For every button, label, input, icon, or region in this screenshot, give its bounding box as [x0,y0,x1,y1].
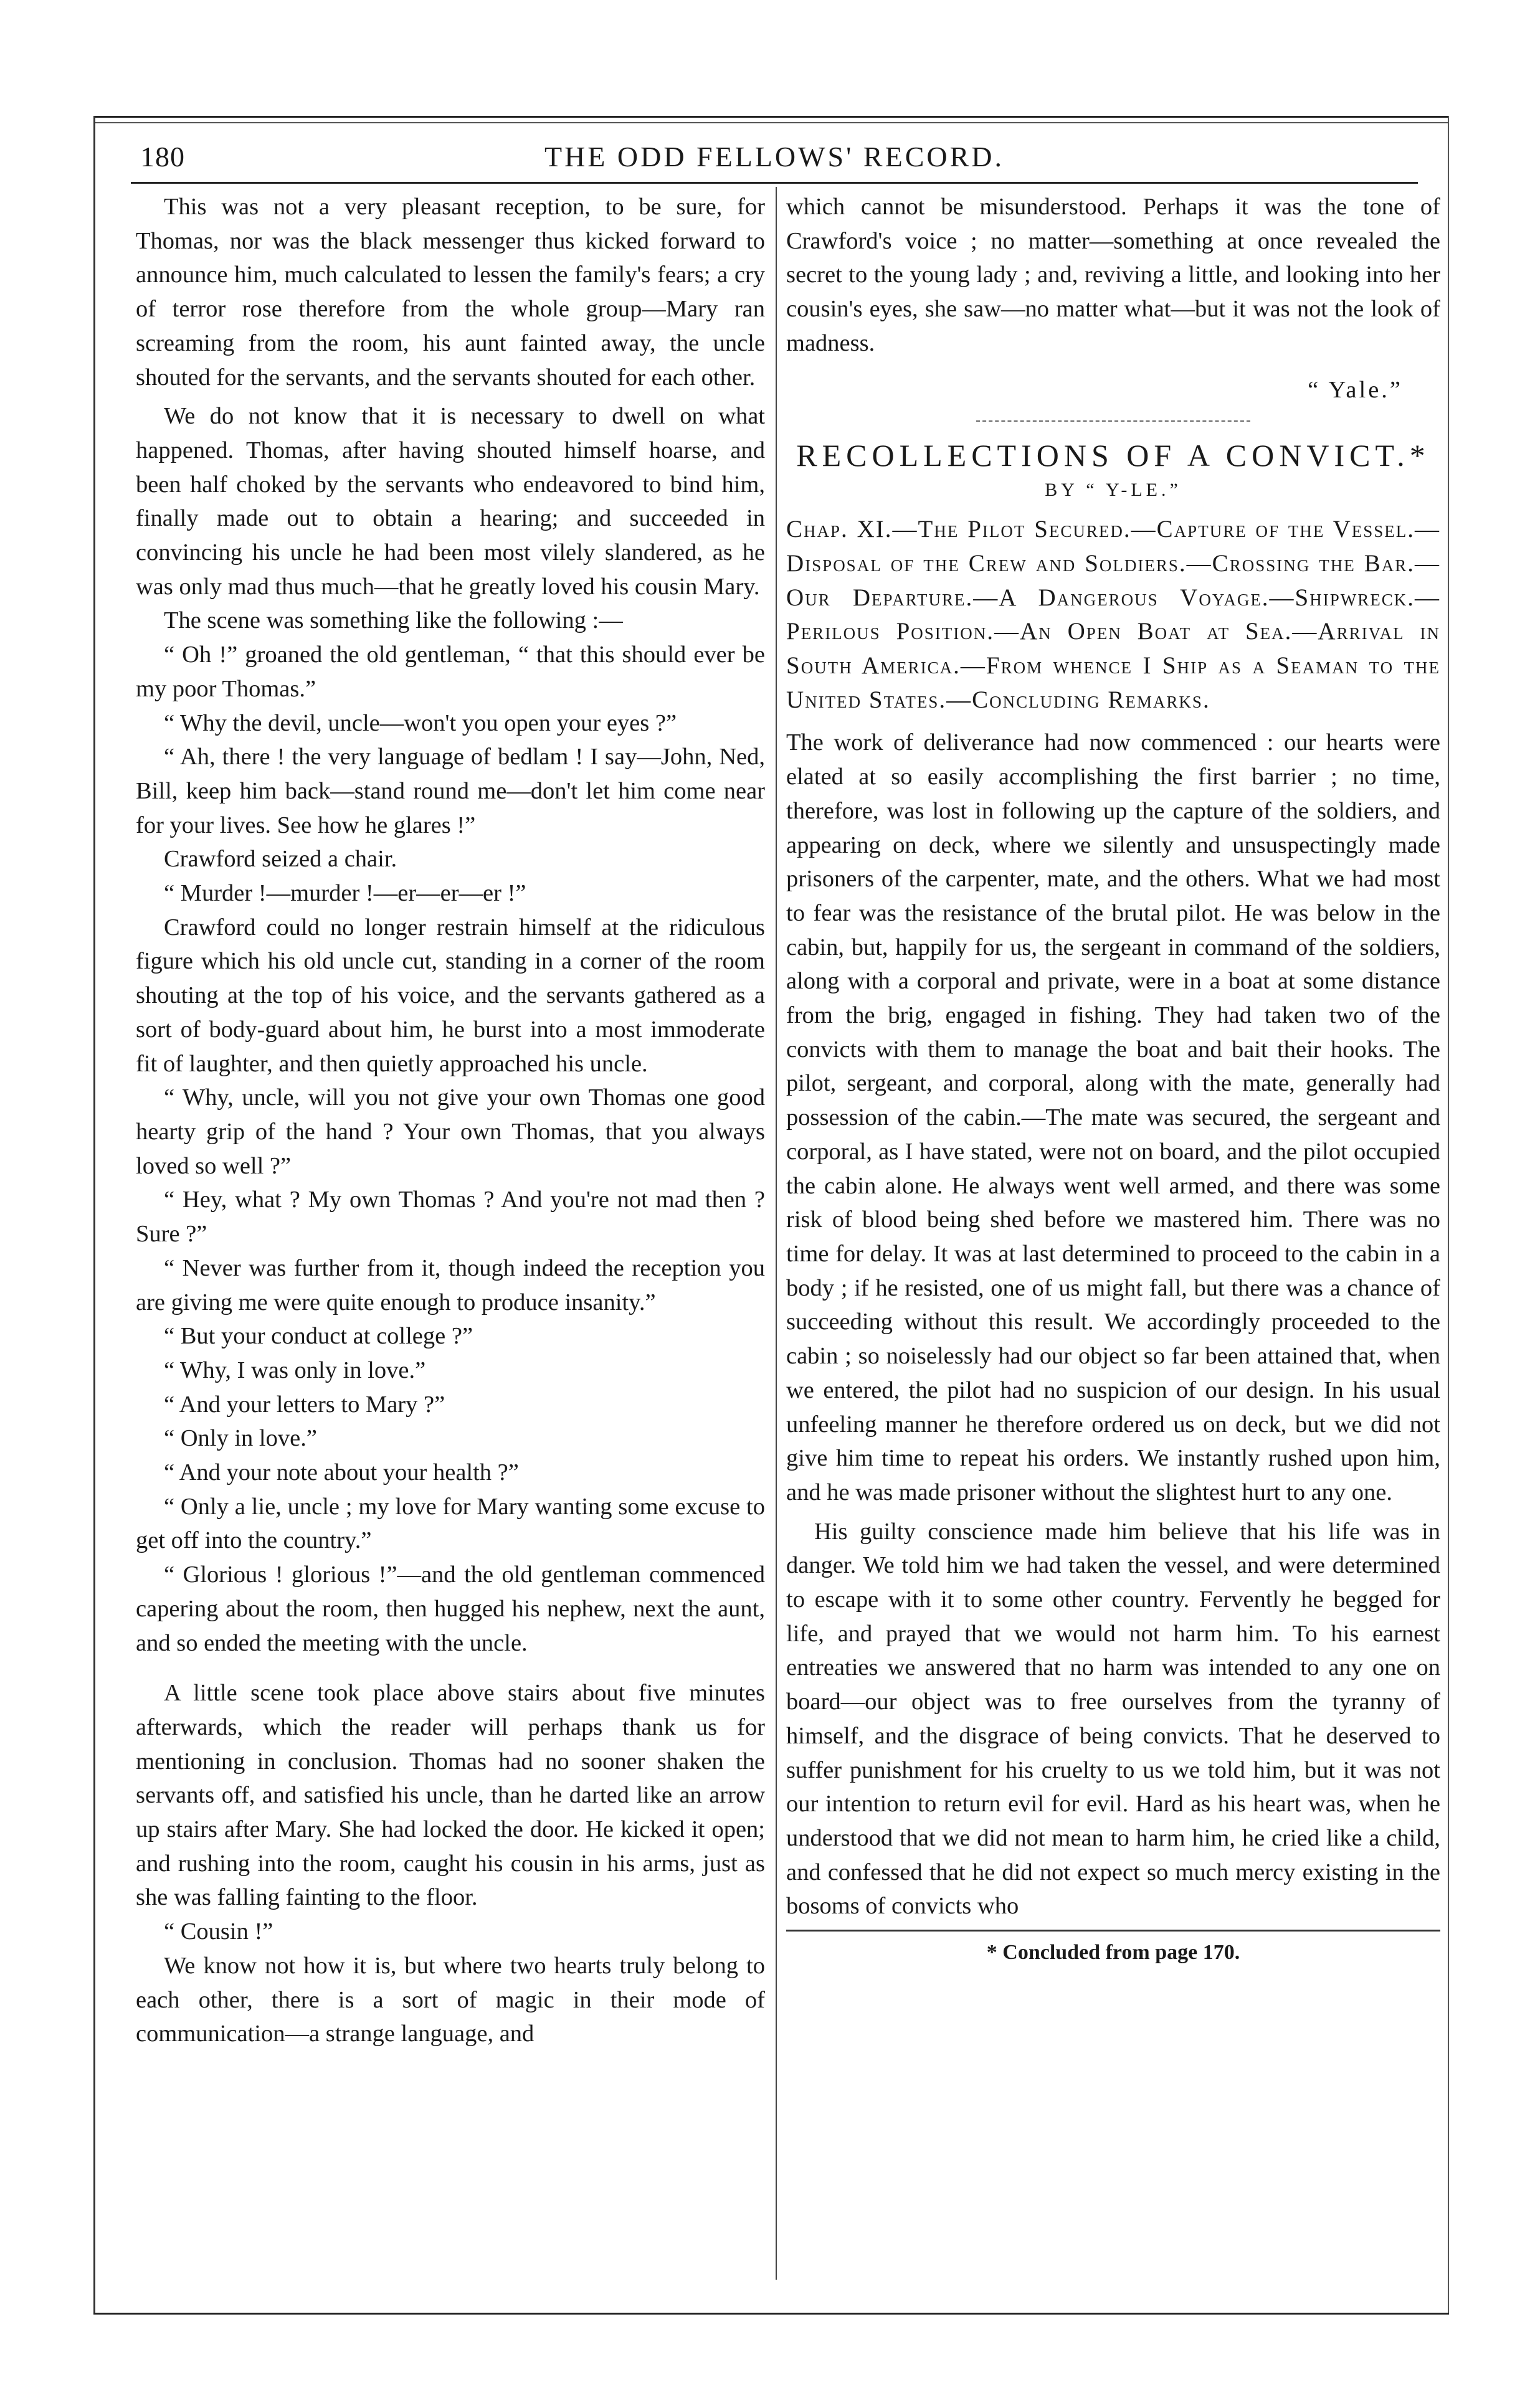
dialogue-line: “ Why the devil, uncle—won't you open your eyes ?” [164,709,677,736]
paragraph: His guilty conscience made him believe that his life was in danger. We told him we had taken the vessel, and were determined to escape with it to some other country. Fervently he begged for life, and prayed that we would not harm him. To his earnest entreaties we answered that no harm was intended to any one on board—our object was to free ourselves from the tyranny of himself, and the disgrace of being convicts. That he deserved to suffer punishment for his cruelty to us we told him, but it was not our intention to return evil for evil. Hard as his heart was, when he understood that we did not mean to harm him, he cried like a child, and confessed that he did not expect so much mercy existing in the bosoms of convicts who [786,1518,1440,1920]
dialogue-line: “ Hey, what ? My own Thomas ? And you're not mad then ? Sure ?” [136,1187,765,1248]
page-border-top-inner [93,122,1449,123]
footnote-rule [786,1930,1440,1932]
dialogue-line: “ Cousin !” [164,1918,273,1945]
chapter-summary: Chap. XI.—The Pilot Secured.—Capture of the Vessel.—Disposal of the Crew and Soldiers.—Crossing the Bar.—Our Departure.—A Dangerous Voyage.—Shipwreck.—Perilous Position.—An Open Boat at Sea.—Arrival in South America.—From whence I Ship as a Seaman to the United States.—Concluding Remarks. [786,516,1440,713]
article-title: RECOLLECTIONS OF A CONVICT.* [796,438,1430,473]
dialogue-line: “ And your letters to Mary ?” [164,1391,445,1418]
page-border-right [1448,116,1449,2315]
dialogue-line: “ Glorious ! glorious !”—and the old gentleman commenced capering about the room, then hugged his nephew, next the aunt, and so ended the meeting with the uncle. [136,1562,765,1656]
dialogue-line: “ Ah, there ! the very language of bedlam ! I say—John, Ned, Bill, keep him back—stand round me—don't let him come near for your lives. See how he glares !” [136,744,765,838]
page-border-top [93,116,1449,118]
dialogue-line: “ Why, I was only in love.” [164,1357,426,1383]
paragraph: A little scene took place above stairs about five minutes afterwards, which the reader will perhaps thank us for mentioning in conclusion. Thomas had no sooner shaken the servants off, and satisfied his uncle, than he darted like an arrow up stairs after Mary. She had locked the door. He kicked it open; and rushing into the room, caught his cousin in his arms, just as she was falling fainting to the floor. [136,1680,765,1911]
right-column [786,190,1440,1971]
paragraph: Crawford could no longer restrain himself at the ridiculous figure which his old uncle cut, standing in a corner of the room shouting at the top of his voice, and the servants gathered as a sort of body-guard about him, he burst into a most immoderate fit of laughter, and then quietly approached his uncle. [136,914,765,1077]
paragraph: The work of deliverance had now commenced : our hearts were elated at so easily accomplishing the first barrier ; no time, therefore, was lost in following up the capture of the soldiers, and appearing on deck, where we silently and unsuspectingly made prisoners of the carpenter, mate, and the others. What we had most to fear was the resistance of the brutal pilot. He was below in the cabin, but, happily for us, the sergeant in command of the soldiers, along with a corporal and private, were in a boat at some distance from the brig, engaged in fishing. They had taken two of the convicts with them to manage the boat and bait their hooks. The pilot, sergeant, and corporal, along with the mate, generally had possession of the cabin.—The mate was secured, the sergeant and corporal, as I have stated, were not on board, and the pilot occupied the cabin alone. He always went well armed, and there was some risk of blood being shed before we mastered him. There was no time for delay. It was at last determined to proceed to the cabin in a body ; if he resisted, one of us might fall, but there was a chance of succeeding without this result. We accordingly proceeded to the cabin ; so noiselessly had our object so far been attained that, when we entered, the pilot had no suspicion of our design. In his usual unfeeling manner he therefore ordered us on deck, but we did not give him time to repeat his orders. We instantly rushed upon him, and he was made prisoner without the slightest hurt to any one. [786,729,1440,1505]
dialogue-line: “ And your note about your health ?” [164,1459,519,1486]
dialogue-line: “ Why, uncle, will you not give your own Thomas one good hearty grip of the hand ? Your own Thomas, that you always loved so well ?” [136,1084,765,1179]
byline: BY “ Y-LE.” [1045,480,1182,501]
paragraph: The scene was something like the following :— [164,607,623,634]
paragraph: This was not a very pleasant reception, to be sure, for Thomas, nor was the black messenger thus kicked forward to announce him, much calculated to lessen the family's fears; a cry of terror rose therefore from the whole group—Mary ran screaming from the room, his aunt fainted away, the uncle shouted for the servants, and the servants shouted for each other. [136,194,765,391]
page-number: 180 [140,141,185,173]
page-border-left [93,116,95,2315]
dialogue-line: “ Murder !—murder !—er—er—er !” [164,880,526,907]
paragraph: We do not know that it is necessary to dwell on what happened. Thomas, after having shouted himself hoarse, and been half choked by the servants who endeavored to bind him, finally made out to obtain a hearing; and succeeded in convincing his uncle he had been most vilely slandered, as he was only mad thus much—that he greatly loved his cousin Mary. [136,403,765,600]
dialogue-line: “ Oh !” groaned the old gentleman, “ that this should ever be my poor Thomas.” [136,642,765,702]
section-divider [976,420,1250,422]
dialogue-line: “ Only a lie, uncle ; my love for Mary wanting some excuse to get off into the country.” [136,1493,765,1554]
running-title: THE ODD FELLOWS' RECORD. [544,141,1005,173]
paragraph: We know not how it is, but where two hearts truly belong to each other, there is a sort of magic in their mode of communication—a strange language, and [136,1952,765,2047]
page-header [131,134,1418,178]
column-divider [776,187,777,2280]
dialogue-line: “ Only in love.” [164,1425,317,1452]
header-rule [131,182,1418,184]
footnote: * Concluded from page 170. [986,1941,1240,1965]
dialogue-line: “ But your conduct at college ?” [164,1323,473,1350]
paragraph: Crawford seized a chair. [164,846,397,873]
left-column [136,190,765,2051]
page-border-bottom [93,2313,1449,2315]
author-signature: “ Yale.” [1308,376,1403,403]
paragraph: which cannot be misunderstood. Perhaps it was the tone of Crawford's voice ; no matter—something at once revealed the secret to the young lady ; and, reviving a little, and looking into her cousin's eyes, she saw—no matter what—but it was not the look of madness. [786,194,1440,356]
dialogue-line: “ Never was further from it, though indeed the reception you are giving me were quite enough to produce insanity.” [136,1254,765,1315]
